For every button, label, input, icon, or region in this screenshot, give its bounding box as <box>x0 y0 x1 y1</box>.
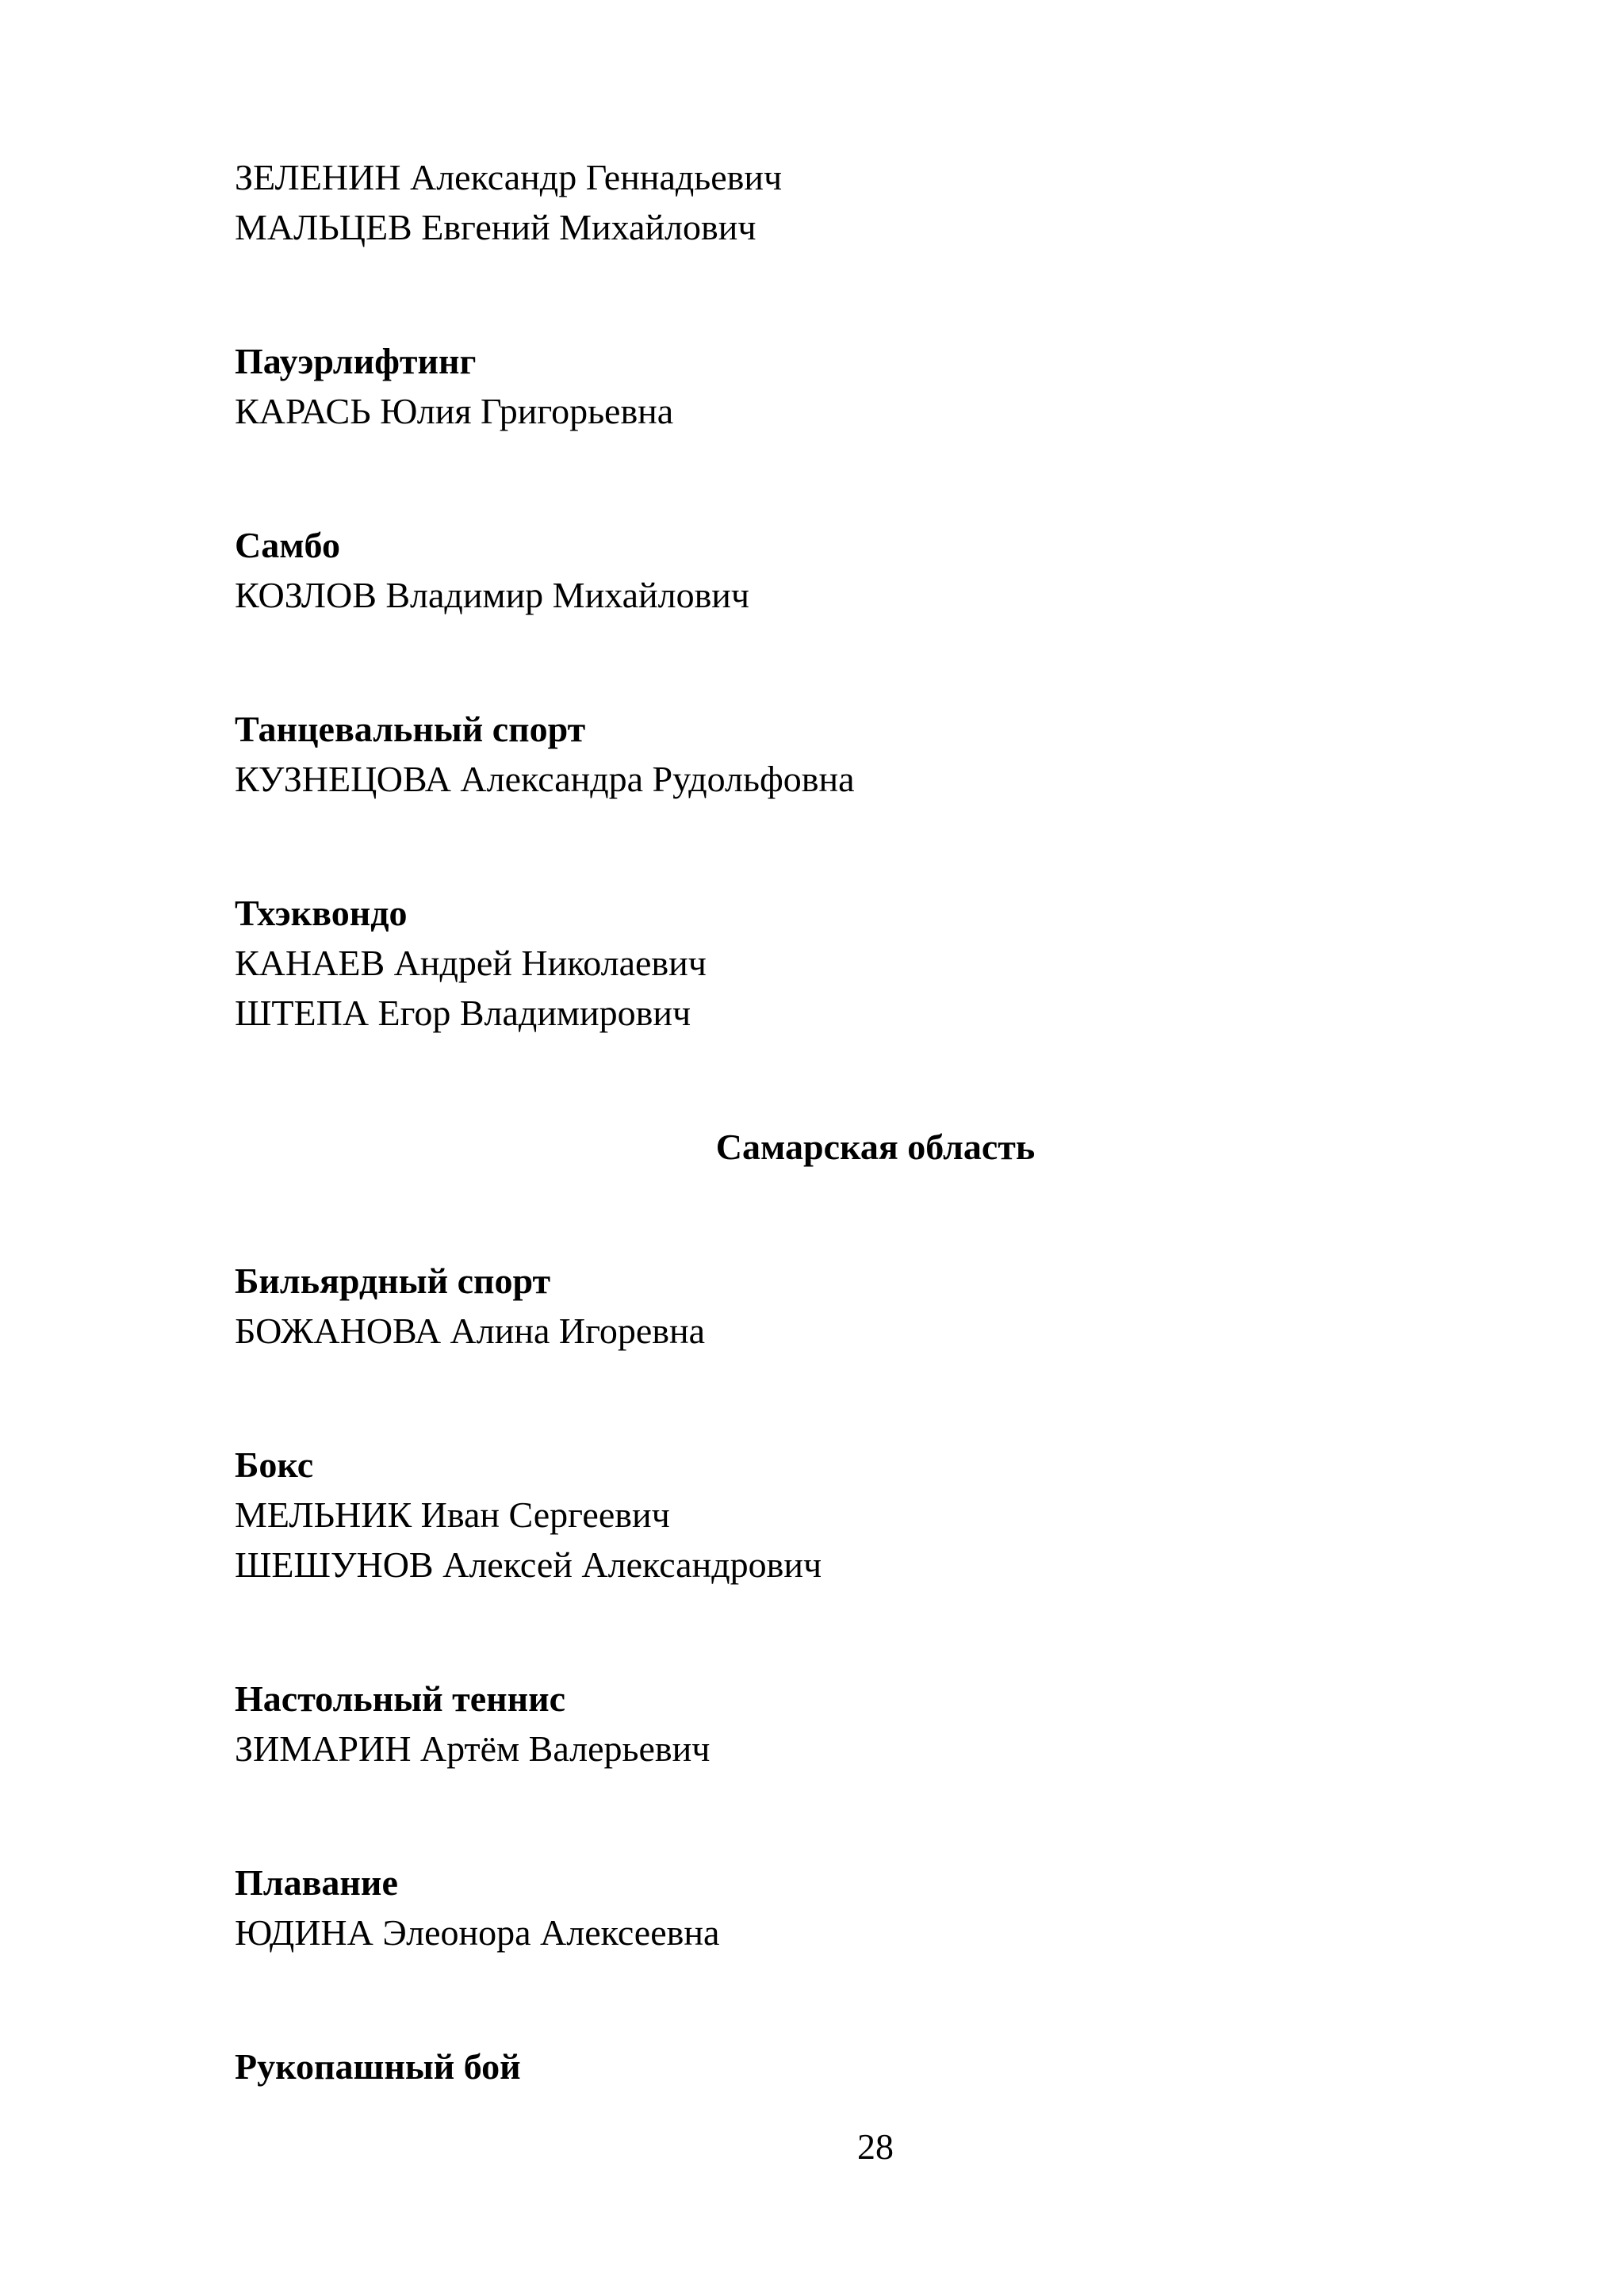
sport-heading: Тхэквондо <box>235 893 408 933</box>
person-name: ЗИМАРИН Артём Валерьевич <box>235 1728 710 1769</box>
sport-heading: Пауэрлифтинг <box>235 341 477 381</box>
person-name: КАРАСЬ Юлия Григорьевна <box>235 391 674 431</box>
page-number: 28 <box>857 2126 894 2167</box>
person-name: ЮДИНА Элеонора Алексеевна <box>235 1912 720 1953</box>
person-name: БОЖАНОВА Алина Игоревна <box>235 1311 705 1351</box>
person-name: МЕЛЬНИК Иван Сергеевич <box>235 1494 670 1535</box>
person-name: МАЛЬЦЕВ Евгений Михайлович <box>235 207 756 247</box>
person-name: ЗЕЛЕНИН Александр Геннадьевич <box>235 157 783 197</box>
person-name: ШТЕПА Егор Владимирович <box>235 993 691 1033</box>
sport-heading: Настольный теннис <box>235 1678 566 1719</box>
person-name: КОЗЛОВ Владимир Михайлович <box>235 575 750 615</box>
sport-heading: Рукопашный бой <box>235 2046 521 2087</box>
sport-heading: Бокс <box>235 1445 314 1485</box>
person-name: КУЗНЕЦОВА Александра Рудольфовна <box>235 759 855 799</box>
region-heading: Самарская область <box>715 1127 1036 1167</box>
sport-heading: Танцевальный спорт <box>235 709 586 749</box>
sport-heading: Плавание <box>235 1862 398 1903</box>
sport-heading: Бильярдный спорт <box>235 1261 551 1301</box>
person-name: КАНАЕВ Андрей Николаевич <box>235 943 707 983</box>
sport-heading: Самбо <box>235 525 340 565</box>
person-name: ШЕШУНОВ Алексей Александрович <box>235 1544 822 1585</box>
